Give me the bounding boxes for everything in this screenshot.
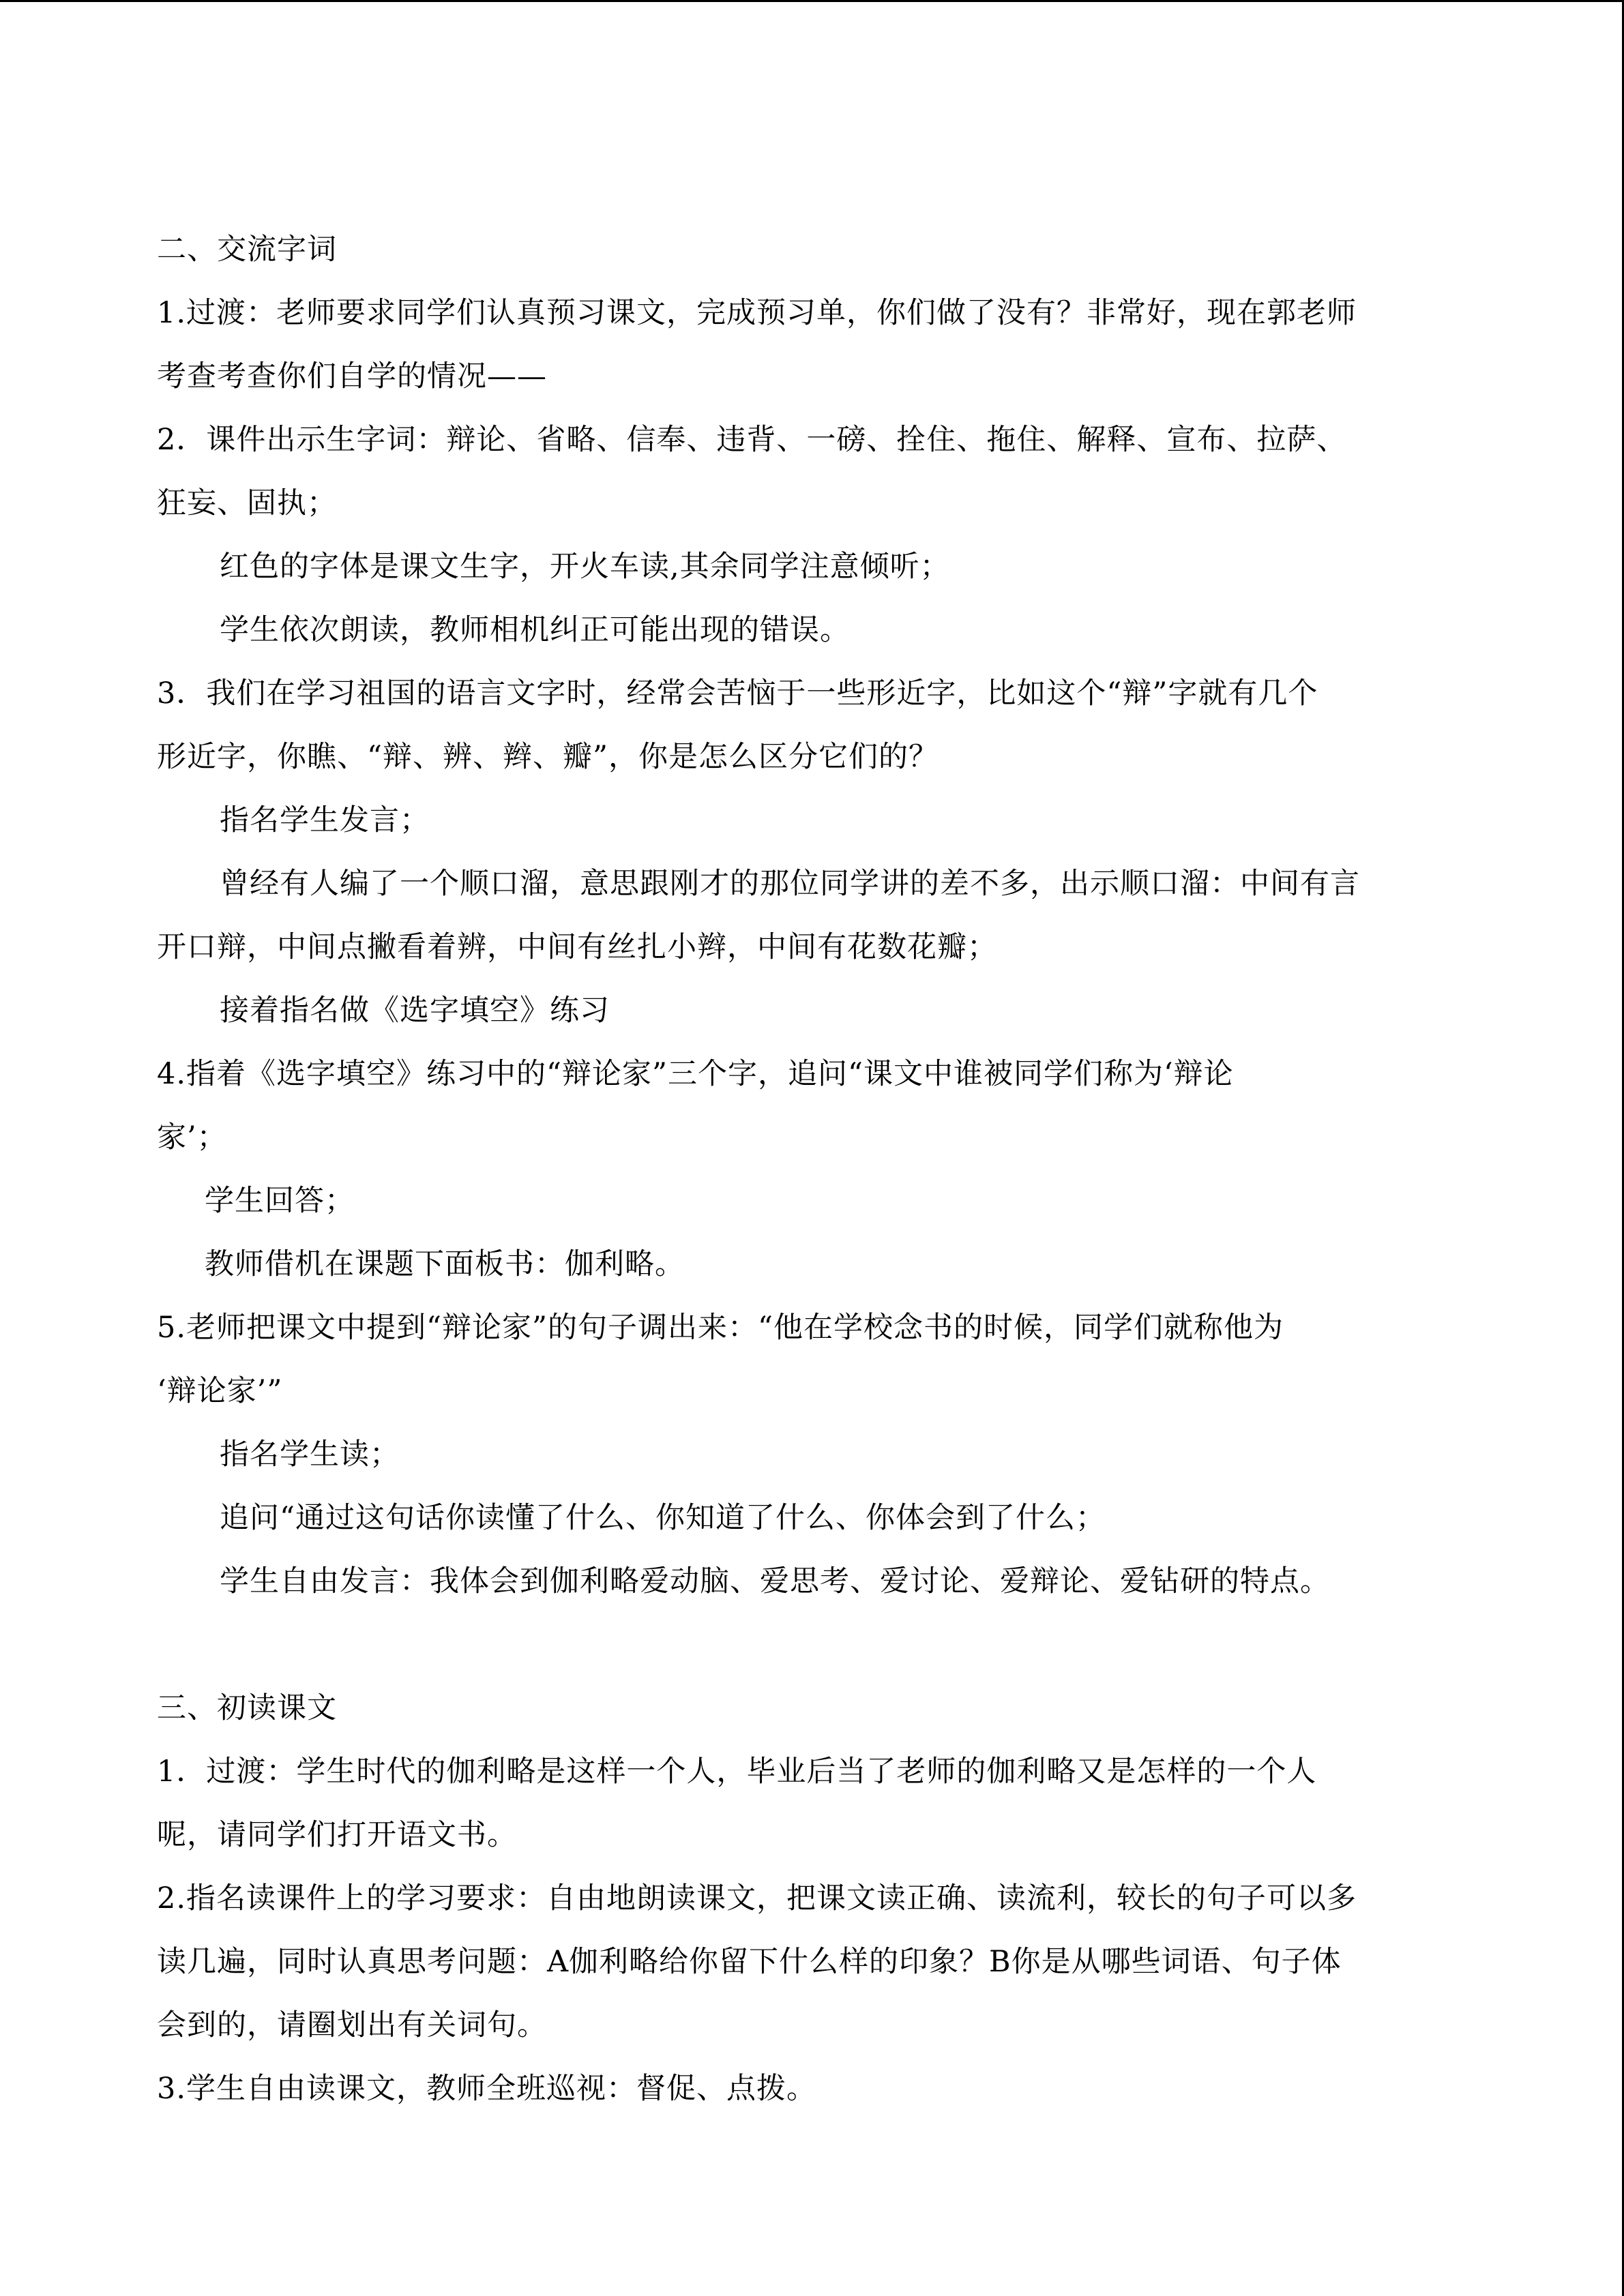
paragraph-line: 开口辩，中间点撇看着辨，中间有丝扎小辫，中间有花数花瓣； xyxy=(157,930,997,964)
section-heading-3: 三、初读课文 xyxy=(157,1691,337,1725)
paragraph-line: 曾经有人编了一个顺口溜，意思跟刚才的那位同学讲的差不多，出示顺口溜：中间有言 xyxy=(220,867,1360,901)
paragraph-line: ‘辩论家’” xyxy=(157,1374,283,1408)
paragraph-line: 呢，请同学们打开语文书。 xyxy=(157,1818,517,1852)
paragraph-line: 指名学生读； xyxy=(220,1437,400,1472)
paragraph-line: 1.过渡：老师要求同学们认真预习课文，完成预习单，你们做了没有？非常好，现在郭老师 xyxy=(157,296,1357,330)
paragraph-line: 读几遍，同时认真思考问题：A伽利略给你留下什么样的印象？B你是从哪些词语、句子体 xyxy=(157,1945,1342,1979)
section-heading-2: 二、交流字词 xyxy=(157,233,337,267)
paragraph-line: 形近字，你瞧、“辩、辨、辫、瓣”，你是怎么区分它们的？ xyxy=(157,740,939,774)
document-page xyxy=(157,218,1480,2121)
paragraph-line: 家’； xyxy=(157,1120,227,1154)
paragraph-line: 狂妄、固执； xyxy=(157,486,337,520)
paragraph-line: 指名学生发言； xyxy=(220,803,430,837)
paragraph-line: 考查考查你们自学的情况—— xyxy=(157,359,547,393)
paragraph-line: 接着指名做《选字填空》练习 xyxy=(220,994,610,1028)
paragraph-line: 学生依次朗读，教师相机纠正可能出现的错误。 xyxy=(220,613,850,647)
paragraph-line: 学生自由发言：我体会到伽利略爱动脑、爱思考、爱讨论、爱辩论、爱钻研的特点。 xyxy=(220,1564,1330,1598)
paragraph-line: 1．过渡：学生时代的伽利略是这样一个人，毕业后当了老师的伽利略又是怎样的一个人 xyxy=(157,1755,1317,1789)
paragraph-line: 3.学生自由读课文，教师全班巡视：督促、点拨。 xyxy=(157,2072,817,2106)
paragraph-line: 会到的，请圈划出有关词句。 xyxy=(157,2008,547,2042)
paragraph-line: 4.指着《选字填空》练习中的“辩论家”三个字，追问“课文中谁被同学们称为‘辩论 xyxy=(157,1057,1234,1091)
paragraph-line: 5.老师把课文中提到“辩论家”的句子调出来：“他在学校念书的时候，同学们就称他为 xyxy=(157,1311,1284,1345)
paragraph-line: 3．我们在学习祖国的语言文字时，经常会苦恼于一些形近字，比如这个“辩”字就有几个 xyxy=(157,676,1318,711)
paragraph-line: 学生回答； xyxy=(205,1184,355,1218)
paragraph-line: 2.指名读课件上的学习要求：自由地朗读课文，把课文读正确、读流利，较长的句子可以多 xyxy=(157,1881,1357,1915)
paragraph-line: 教师借机在课题下面板书：伽利略。 xyxy=(205,1247,685,1281)
paragraph-line: 2．课件出示生字词：辩论、省略、信奉、违背、一磅、拴住、拖住、解释、宣布、拉萨、 xyxy=(157,423,1347,457)
paragraph-line: 追问“通过这句话你读懂了什么、你知道了什么、你体会到了什么； xyxy=(220,1501,1106,1535)
paragraph-line: 红色的字体是课文生字，开火车读,其余同学注意倾听； xyxy=(220,550,950,584)
blank-line xyxy=(157,1613,1480,1677)
page-top-border xyxy=(0,0,1624,2)
